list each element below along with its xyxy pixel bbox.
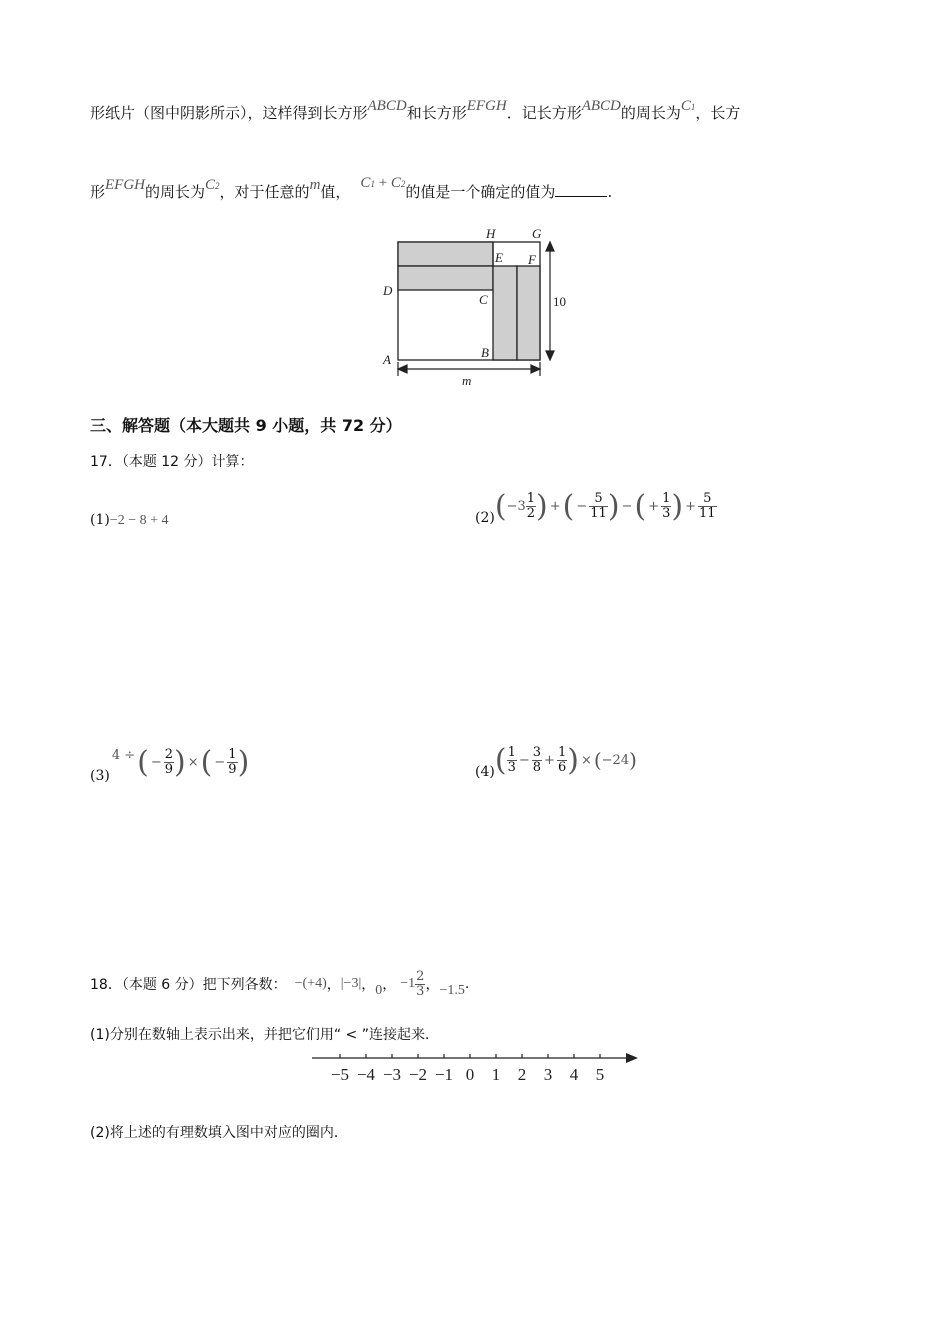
label-b: B (481, 345, 489, 360)
axis-tick-label: 2 (517, 1065, 527, 1084)
number: |−3| (340, 976, 362, 991)
axis-tick-label: 1 (491, 1065, 501, 1084)
operator: − (621, 498, 633, 514)
number: −(+4) (294, 976, 327, 991)
numerator: 5 (698, 492, 717, 507)
open-paren: ( (593, 748, 602, 772)
numerator: 3 (532, 744, 542, 760)
numerator: 1 (228, 746, 237, 762)
open-paren: ( (562, 488, 575, 524)
axis-tick-label: 0 (465, 1065, 475, 1084)
problem17-part1 (90, 509, 169, 529)
label-e: E (495, 250, 503, 265)
label-f: F (528, 252, 536, 267)
open-paren: ( (494, 488, 507, 524)
operator: + (544, 752, 555, 768)
c: C (680, 98, 691, 114)
math-abcd: ABCD (367, 98, 407, 114)
numerator: 1 (662, 490, 671, 506)
c: C (390, 175, 401, 191)
numerator: 1 (557, 744, 567, 760)
open-paren: ( (200, 744, 213, 780)
numerator: 5 (589, 492, 608, 507)
period: . (464, 976, 470, 992)
answer-blank (555, 182, 607, 197)
fraction (227, 748, 237, 777)
text: 形纸片（图中阴影所示），这样得到长方形 (90, 104, 368, 122)
fraction (507, 746, 517, 775)
text: ，对于任意的 (219, 183, 310, 201)
lead: 4 ÷ (111, 748, 136, 763)
close-paren: ) (607, 488, 620, 524)
problem17-part2 (475, 480, 717, 532)
text: ．记长方形 (506, 104, 582, 122)
part-label: (3) (90, 768, 110, 784)
value: −24 (601, 752, 630, 768)
numerator: 2 (164, 746, 174, 762)
axis-tick-label: −3 (382, 1065, 402, 1084)
denominator: 2 (526, 505, 536, 521)
math-abcd: ABCD (581, 98, 621, 114)
operator: × (580, 752, 592, 768)
text: 值， (320, 183, 351, 201)
numerator: 1 (526, 490, 536, 506)
comma: ， (425, 977, 440, 993)
c: C (360, 175, 371, 191)
problem18-question1: (1)分别在数轴上表示出来，并把它们用“ < ”连接起来． (90, 1027, 439, 1043)
axis-arrow-icon (626, 1053, 638, 1063)
close-paren: ) (237, 744, 250, 780)
sign: − (214, 754, 226, 770)
problem17-part4 (475, 734, 637, 786)
c: C (205, 177, 216, 193)
fraction (415, 970, 425, 999)
text: 的周长为 (145, 183, 206, 201)
period: . (607, 183, 613, 201)
math-c2 (205, 177, 220, 193)
numerator: 1 (507, 744, 516, 760)
label-a: A (383, 352, 391, 367)
denominator: 3 (507, 759, 516, 775)
denominator: 8 (532, 759, 542, 775)
open-paren: ( (634, 488, 647, 524)
operator: − (518, 752, 530, 768)
close-paren: ) (629, 748, 637, 772)
denominator: 6 (557, 759, 567, 775)
title: 18．（本题 6 分）把下列各数： (90, 977, 287, 993)
problem16-line2 (90, 175, 890, 202)
fraction (532, 746, 542, 775)
close-paren: ) (174, 744, 186, 780)
sign: − (150, 754, 162, 770)
comma: ， (361, 977, 376, 993)
fraction (557, 746, 567, 775)
sub: 2 (400, 179, 406, 189)
sign: − (576, 498, 588, 514)
shaded-strip-right-vertical (517, 266, 540, 360)
part-label: (1) (90, 512, 110, 528)
text: ，长方 (695, 104, 741, 122)
label-10: 10 (553, 294, 566, 309)
close-paren: ) (671, 488, 684, 524)
axis-tick-label: −4 (356, 1065, 376, 1084)
shaded-strip-middle (398, 266, 493, 290)
problem18-title-line (90, 962, 469, 1006)
plus: + (374, 175, 391, 191)
expression: −2 − 8 + 4 (109, 513, 169, 528)
fraction (164, 748, 174, 777)
fraction (526, 492, 536, 521)
axis-tick-label: −2 (408, 1065, 428, 1084)
axis-tick-label: −5 (330, 1065, 350, 1084)
arrow-down-head (546, 351, 554, 360)
sign: + (648, 498, 660, 514)
comma: ， (382, 977, 397, 993)
text: 的值是一个确定的值为 (405, 183, 556, 201)
math-c1-plus-c2 (360, 175, 405, 191)
label-m: m (462, 373, 472, 388)
sub: 1 (690, 102, 696, 112)
arrow-left-head (398, 365, 407, 373)
number: 0 (375, 983, 383, 998)
part-label: (2) (475, 510, 495, 526)
denominator: 3 (416, 983, 425, 999)
arrow-up-head (546, 242, 554, 251)
label-g: G (532, 226, 542, 241)
denominator: 9 (228, 761, 237, 777)
operator: × (187, 754, 199, 770)
section-heading: 三、解答题（本大题共 9 小题，共 72 分） (90, 416, 402, 435)
axis-tick-label: −1 (434, 1065, 454, 1084)
math-c1 (681, 98, 696, 114)
fraction (698, 492, 717, 521)
close-paren: ) (567, 742, 579, 778)
label-c: C (479, 292, 488, 307)
axis-tick-label: 5 (595, 1065, 605, 1084)
denominator: 11 (698, 505, 716, 521)
label-h: H (486, 226, 496, 241)
arrow-right-head (531, 365, 540, 373)
shaded-strip-left-vertical (493, 266, 517, 360)
open-paren: ( (494, 742, 507, 778)
part-label: (4) (475, 764, 495, 780)
math-efgh: EFGH (105, 177, 146, 193)
sub: 2 (215, 181, 220, 191)
denominator: 9 (164, 761, 174, 777)
whole: −3 (506, 498, 526, 514)
math-m: m (309, 177, 321, 193)
open-paren: ( (137, 744, 149, 780)
label-d: D (383, 283, 393, 298)
close-paren: ) (536, 488, 548, 524)
problem17-part3 (90, 736, 249, 788)
text: 形 (90, 183, 106, 201)
problem16-line1 (90, 98, 890, 123)
axis-tick-label: 4 (569, 1065, 579, 1084)
shaded-strip-top (398, 242, 493, 266)
problem17-title: 17．（本题 12 分）计算： (90, 454, 254, 470)
number-line (310, 1045, 640, 1085)
axis-tick-label: 3 (543, 1065, 553, 1084)
fraction (661, 492, 671, 521)
fraction (589, 492, 608, 521)
sub: 1 (370, 179, 375, 189)
comma: ， (326, 977, 341, 993)
number: −1.5 (439, 983, 465, 998)
text: 和长方形 (406, 104, 467, 122)
operator: + (685, 498, 696, 514)
math-efgh: EFGH (466, 98, 507, 114)
mixed-whole: −1 (400, 976, 416, 991)
text: 的周长为 (620, 104, 681, 122)
denominator: 11 (590, 505, 607, 521)
rectangle-figure (370, 218, 590, 393)
operator: + (549, 498, 561, 514)
denominator: 3 (662, 505, 671, 521)
problem18-question2: (2)将上述的有理数填入图中对应的圈内． (90, 1125, 348, 1141)
numerator: 2 (416, 968, 425, 984)
